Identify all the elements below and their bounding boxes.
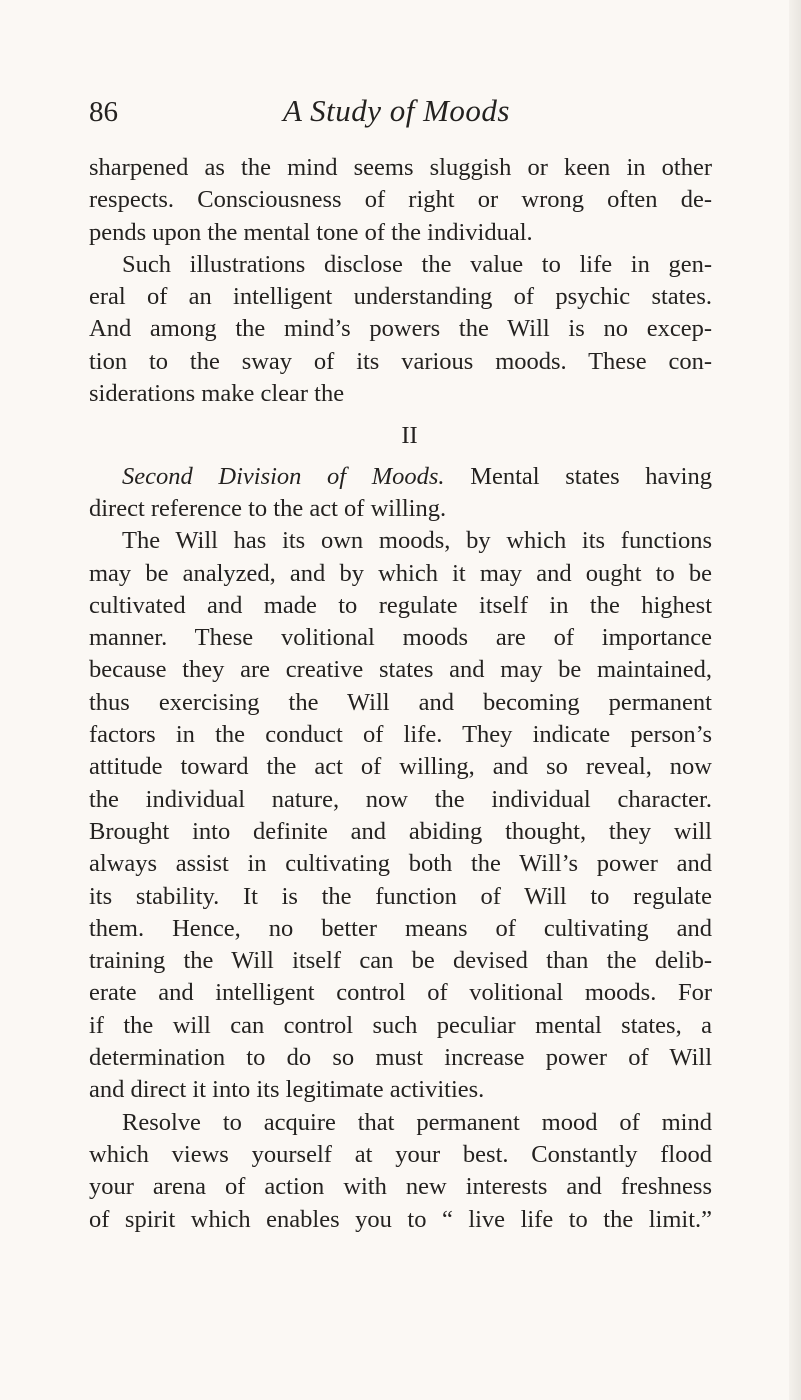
text-line: of spirit which enables you to “ live life to the limit.” [89, 1205, 712, 1233]
text-line: Such illustrations disclose the value to life in gen- [122, 250, 712, 278]
body-text [89, 152, 712, 1236]
text-line: sharpened as the mind seems sluggish or keen in other [89, 154, 712, 181]
text-line: erate and intelligent control of volitional moods. For [89, 979, 712, 1007]
section-heading [89, 461, 712, 526]
text-line: Resolve to acquire that permanent mood of mind [122, 1108, 712, 1136]
page-number: 86 [89, 96, 118, 128]
text-line: manner. These volitional moods are of importance [89, 624, 712, 652]
running-head-title: A Study of Moods [283, 93, 510, 128]
section-heading-line: direct reference to the act of willing. [89, 494, 447, 522]
text-line: cultivated and made to regulate itself in the highest [89, 591, 712, 619]
text-line: Brought into definite and abiding thought, they will [89, 817, 712, 845]
text-line: them. Hence, no better means of cultivating and [89, 914, 712, 942]
text-line: And among the mind’s powers the Will is no excep- [89, 315, 712, 343]
text-line: attitude toward the act of willing, and so reveal, now [89, 753, 712, 781]
text-line: its stability. It is the function of Will to regulate [89, 882, 712, 910]
paragraph-2 [89, 525, 712, 1106]
text-line: may be analyzed, and by which it may and ought to be [89, 559, 712, 587]
text-line: respects. Consciousness of right or wrong often de- [89, 186, 712, 214]
section-heading-line [89, 461, 712, 493]
text-line: the individual nature, now the individual character. [89, 785, 712, 813]
text-line: if the will can control such peculiar mental states, a [89, 1011, 712, 1039]
text-line: The Will has its own moods, by which its functions [122, 527, 712, 555]
text-line: always assist in cultivating both the Will’s power and [89, 850, 712, 878]
text-line: which views yourself at your best. Constantly flood [89, 1140, 712, 1168]
text-line: pends upon the mental tone of the individual. [89, 218, 533, 246]
page-header [89, 92, 719, 136]
text-line: because they are creative states and may be maintained, [89, 656, 712, 684]
text-line: and direct it into its legitimate activities. [89, 1076, 485, 1104]
text-line: determination to do so must increase power of Will [89, 1044, 712, 1072]
paragraph-1 [89, 152, 712, 410]
section-numeral: II [401, 422, 418, 450]
text-line: training the Will itself can be devised than the delib- [89, 947, 712, 975]
text-line: your arena of action with new interests and freshness [89, 1173, 712, 1201]
text-line: tion to the sway of its various moods. These con- [89, 347, 712, 375]
section-heading-title: Second Division of Moods. [122, 462, 445, 490]
text-line: factors in the conduct of life. They indicate person’s [89, 721, 712, 749]
text-line: siderations make clear the [89, 380, 345, 408]
paragraph-3 [89, 1107, 712, 1236]
text-line: eral of an intelligent understanding of psychic states. [89, 283, 712, 311]
text-line: thus exercising the Will and becoming permanent [89, 688, 712, 716]
section-heading-text: Mental states having [444, 462, 712, 490]
page-edge-shadow [789, 0, 801, 1400]
